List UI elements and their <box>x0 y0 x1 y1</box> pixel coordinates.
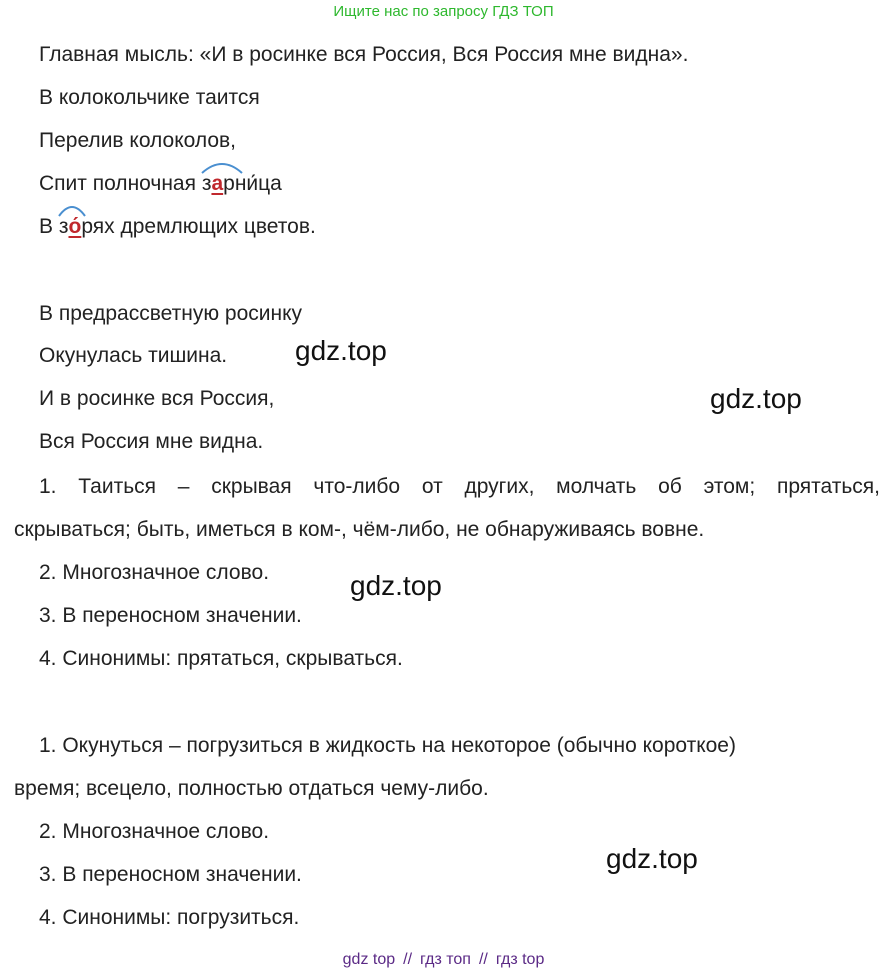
poem-line-1: В колокольчике таится <box>39 86 260 109</box>
poem-line-3-start: Спит полночная <box>39 172 202 195</box>
word1-definition-line-2: скрываться; быть, иметься в ком-, чём-либо, не обнаруживаясь вовне. <box>14 518 705 541</box>
footer-link-gdz-top[interactable]: gdz top <box>342 951 396 968</box>
word2-point-2: 2. Многозначное слово. <box>39 820 270 843</box>
poem-line-6: Окунулась тишина. <box>39 344 228 367</box>
footer-link-gdz-top-mixed[interactable]: гдз top <box>495 951 545 968</box>
root-zar <box>202 170 235 198</box>
poem-line-7: И в росинке вся Россия, <box>39 387 275 410</box>
word1-definition-line-1 <box>14 473 880 501</box>
highlight-vowel-a: а <box>211 172 224 195</box>
poem-line-4-start: В <box>39 215 59 238</box>
poem-line-4-end: рях дремлющих цветов. <box>81 215 316 238</box>
word1-point-2: 2. Многозначное слово. <box>39 561 270 584</box>
footer-link-gdz-top-ru[interactable]: гдз топ <box>420 951 471 968</box>
word2-point-4: 4. Синонимы: погрузиться. <box>39 906 300 929</box>
watermark: gdz.top <box>295 335 387 366</box>
word2-definition-line-1: 1. Окунуться – погрузиться в жидкость на некоторое (обычно короткое) <box>39 734 736 757</box>
main-thought: Главная мысль: «И в росинке вся Россия, Вся Россия мне видна». <box>39 43 689 66</box>
word1-point-4: 4. Синонимы: прятаться, скрываться. <box>39 647 403 670</box>
footer-links <box>0 950 887 970</box>
word2-point-3: 3. В переносном значении. <box>39 863 302 886</box>
word1-definition-text: 1. Таиться – скрывая что-либо от других, молчать об этом; прятаться, <box>39 475 880 498</box>
footer-separator: // <box>403 951 413 968</box>
word2-definition-line-2: время; всецело, полностью отдаться чему-либо. <box>14 777 489 800</box>
root-letter-z: з <box>58 215 69 238</box>
watermark: gdz.top <box>606 843 698 874</box>
poem-line-2: Перелив колоколов, <box>39 129 237 152</box>
highlight-vowel-o: о́ <box>68 215 82 238</box>
root-letter-r: р <box>223 172 235 195</box>
root-letter-z: з <box>201 172 212 195</box>
word1-point-3: 3. В переносном значении. <box>39 604 302 627</box>
poem-line-4 <box>39 213 316 241</box>
poem-line-3 <box>39 170 282 198</box>
footer-separator: // <box>478 951 488 968</box>
watermark: gdz.top <box>710 383 802 414</box>
top-banner: Ищите нас по запросу ГДЗ ТОП <box>333 3 554 20</box>
root-zor <box>59 213 81 241</box>
poem-line-3-end: ни́ца <box>234 172 282 195</box>
poem-line-8: Вся Россия мне видна. <box>39 430 264 453</box>
watermark: gdz.top <box>350 570 442 601</box>
poem-line-5: В предрассветную росинку <box>39 302 303 325</box>
